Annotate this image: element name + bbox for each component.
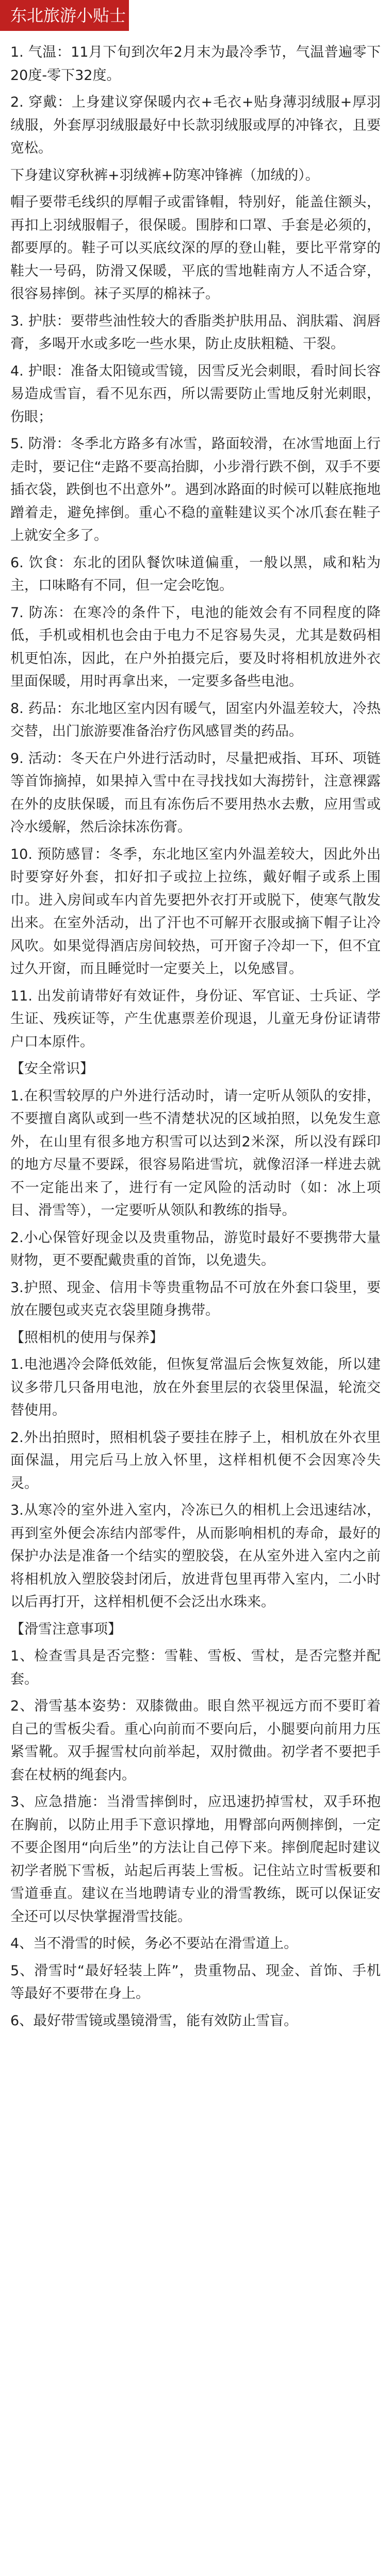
section-heading: 【滑雪注意事项】 [10,1621,122,1637]
paragraph: 6、最好带雪镜或墨镜滑雪，能有效防止雪盲。 [10,2012,298,2029]
paragraph: 1.电池遇冷会降低效能，但恢复常温后会恢复效能，所以建议多带几只备用电池，放在外套里层的衣袋里保温，轮流交替使用。 [10,1357,381,1418]
paragraph: 2. 穿戴：上身建议穿保暖内衣+毛衣+贴身薄羽绒服+厚羽绒服，外套厚羽绒服最好中长款羽绒服或厚的冲锋衣，且要宽松。 [10,94,381,156]
paragraph: 5. 防滑：冬季北方路多有冰雪，路面较滑，在冰雪地面上行走时，要记住“走路不要高抬脚，小步滑行跌不倒，双手不要插衣袋，跌倒也不出意外”。遇到冰路面的时候可以鞋底拖地蹭着走，避免摔倒。重心不稳的童鞋建议买个冰爪套在鞋子上就安全多了。 [10,436,381,544]
paragraph: 1.在积雪较厚的户外进行活动时，请一定听从领队的安排，不要擅自离队或到一些不清楚状况的区域拍照，以免发生意外，在山里有很多地方积雪可以达到2米深，所以没有踩印的地方尽量不要踩，很容易陷进雪坑，就像沼泽一样进去就不一定能出来了，进行有一定风险的活动时（如：冰上项目、滑雪等），一定要听从领队和教练的指导。 [10,1088,381,1218]
paragraph: 4. 护眼：准备太阳镜或雪镜，因雪反光会刺眼，看时间长容易造成雪盲，看不见东西，所以需要防止雪地反射光刺眼，伤眼； [10,363,381,425]
paragraph: 3.护照、现金、信用卡等贵重物品不可放在外套口袋里，要放在腰包或夹克衣袋里随身携带。 [10,1279,381,1318]
paragraph: 2、滑雪基本姿势：双膝微曲。眼自然平视远方而不要盯着自己的雪板尖看。重心向前而不要向后，小腿要向前用力压紧雪靴。双手握雪杖向前举起，双肘微曲。初学者不要把手套在杖柄的绳套内。 [10,1698,381,1783]
paragraph: 下身建议穿秋裤+羽绒裤+防寒冲锋裤（加绒的）。 [10,167,319,183]
paragraph: 9. 活动：冬天在户外进行活动时，尽量把戒指、耳环、项链等首饰摘掉，如果掉入雪中在寻找找如大海捞针，注意裸露在外的皮肤保暖，而且有冻伤后不要用热水去敷，应用雪或冷水缓解，然后涂抹冻伤膏。 [10,750,381,835]
paragraph: 3.从寒冷的室外进入室内，冷冻已久的相机上会迅速结冰，再到室外便会冻结内部零件，从而影响相机的寿命，最好的保护办法是准备一个结实的塑胶袋，在从室外进入室内之前将相机放入塑胶袋封闭后，放进背包里再带入室内，二小时以后再打开，这样相机便不会泛出水珠来。 [10,1502,381,1610]
paragraph: 3、应急措施：当滑雪摔倒时，应迅速扔掉雪杖，双手环抱在胸前，以防止用手下意识撑地，用臀部向两侧摔倒，一定不要企图用“向后坐”的方法让自己停下来。摔倒爬起时建议初学者脱下雪板，站起后再装上雪板。记住站立时雪板要和雪道垂直。建议在当地聘请专业的滑雪教练，既可以保证安全还可以尽快掌握滑雪技能。 [10,1794,381,1925]
paragraph: 6. 饮食：东北的团队餐饮味道偏重，一般以黑，咸和粘为主，口味略有不同，但一定会吃饱。 [10,554,381,594]
paragraph: 4、当不滑雪的时候，务必不要站在滑雪道上。 [10,1936,298,1952]
paragraph: 1. 气温：11月下旬到次年2月末为最冷季节，气温普遍零下20度-零下32度。 [10,44,381,83]
paragraph: 2.外出拍照时，照相机袋子要挂在脖子上，相机放在外衣里面保温，用完后马上放入怀里，这样相机便不会因寒冷失灵。 [10,1429,381,1492]
paragraph: 3. 护肤：要带些油性较大的香脂类护肤用品、润肤霜、润唇膏，多喝开水或多吃一些水果，防止皮肤粗糙、干裂。 [10,313,381,352]
section-heading: 【安全常识】 [10,1061,94,1077]
article-body [10,41,381,2037]
paragraph: 10. 预防感冒：冬季，东北地区室内外温差较大，因此外出时要穿好外套，扣好扣子或拉上拉练，戴好帽子或系上围巾。进入房间或车内首先要把外衣打开或脱下，使寒气散发出来。在室外活动，出了汗也不可解开衣服或摘下帽子让冷风吹。如果觉得酒店房间较热，可开窗子冷却一下，但不宜过久开窗，而且睡觉时一定要关上，以免感冒。 [10,846,381,977]
paragraph: 7. 防冻：在寒冷的条件下，电池的能效会有不同程度的降低，手机或相机也会由于电力不足容易失灵，尤其是数码相机更怕冻，因此，在户外拍摄完后，要及时将相机放进外衣里面保暖，用时再拿出来，一定要多备些电池。 [10,604,381,689]
paragraph: 1、检查雪具是否完整：雪鞋、雪板、雪杖，是否完整并配套。 [10,1648,381,1687]
paragraph: 11. 出发前请带好有效证件，身份证、军官证、士兵证、学生证、残疾证等，产生优惠票差价现退，儿童无身份证请带户口本原件。 [10,988,381,1050]
paragraph: 8. 药品：东北地区室内因有暖气，固室内外温差较大，冷热交替，出门旅游要准备治疗伤风感冒类的药品。 [10,700,381,739]
paragraph: 2.小心保管好现金以及贵重物品，游览时最好不要携带大量财物，更不要配戴贵重的首饰，以免遗失。 [10,1229,381,1268]
page-title: 东北旅游小贴士 [0,0,129,31]
section-heading: 【照相机的使用与保养】 [10,1329,164,1346]
paragraph: 帽子要带毛线织的厚帽子或雷锋帽，特别好，能盖住额头，再扣上羽绒服帽子，很保暖。围脖和口罩、手套是必须的，都要厚的。鞋子可以买底纹深的厚的登山鞋，要比平常穿的鞋大一号码，防滑又保暖，平底的雪地鞋南方人不适合穿，很容易摔倒。袜子买厚的棉袜子。 [10,194,381,302]
paragraph: 5、滑雪时“最好轻装上阵”，贵重物品、现金、首饰、手机等最好不要带在身上。 [10,1962,381,2002]
